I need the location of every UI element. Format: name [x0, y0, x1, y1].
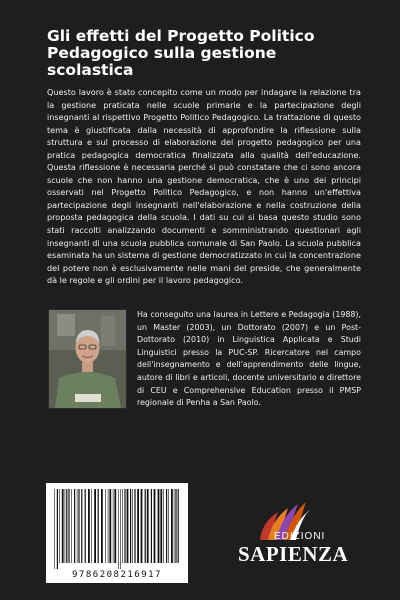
author-photo	[48, 309, 127, 409]
publisher-logo-main: SAPIENZA	[238, 542, 349, 566]
author-bio: Ha conseguito una laurea in Lettere e Pedagogia (1988), un Master (2003), un Dottorato (2007) e un Post-Dottorato (2010) in Linguistica Applicata e Studi Linguistici presso la PUC-SP. Ricercatore nel campo dell'insegnamento e dell'apprendimento delle lingue, autore di libri e articoli, docente universitario e direttore di CEU e Comprehensive Education presso il PMSP regionale di Penha a San Paolo.	[137, 310, 361, 408]
publisher-logo	[232, 500, 362, 580]
isbn-digits: 9786208216917	[72, 570, 162, 580]
book-abstract: Questo lavoro è stato concepito come un modo per indagare la relazione tra la gestione praticata nelle scuole primarie e la partecipazione degli insegnanti al rispettivo Progetto Politico Pedagogico. La trattazione di questo tema è giustificata dalla necessità di approfondire la riflessione sulla struttura e sul processo di elaborazione del progetto pedagogico per una pratica pedagogica democratica finalizzata alla qualità dell'educazione. Questa riflessione è necessaria perché si può constatare che ci sono ancora scuole che non hanno una gestione democratica, che è uno dei principi osservati nel Progetto Politico Pedagogico, e non hanno un'effettiva partecipazione degli insegnanti nell'elaborazione e nella costruzione della proposta pedagogica della scuola. I dati su cui si basa questo studio sono stati raccolti analizzando documenti e somministrando questionari agli insegnanti di una scuola pubblica comunale di San Paolo. La scuola pubblica esaminata ha un sistema di gestione democratizzato in cui la concentrazione del potere non è esclusivamente nelle mani del preside, che generalmente dà le regole e gli ordini per il lavoro pedagogico.	[47, 87, 361, 286]
book-title: Gli effetti del Progetto Politico Pedagogico sulla gestione scolastica	[47, 27, 315, 79]
isbn-barcode	[46, 483, 188, 583]
publisher-logo-top: EDIZIONI	[274, 531, 326, 542]
